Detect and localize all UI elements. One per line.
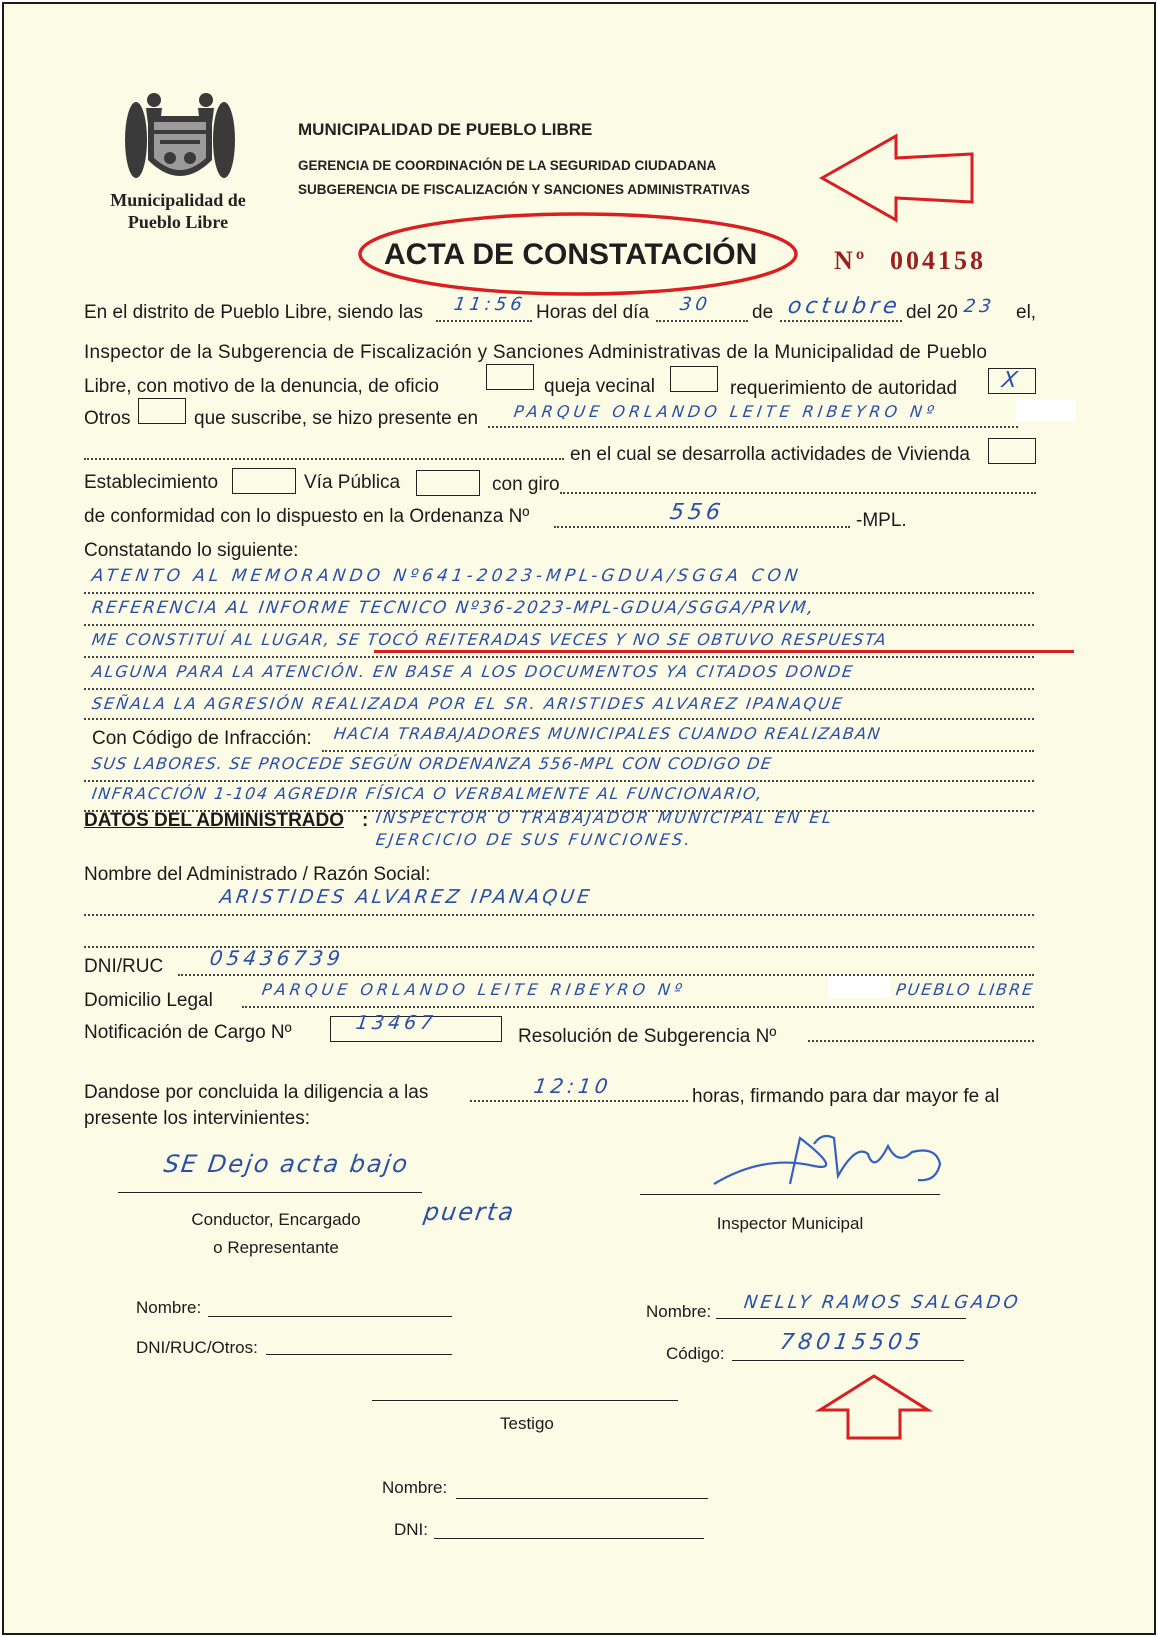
handwritten-note-line1: SE Dejo acta bajo <box>162 1150 412 1178</box>
redaction-block <box>1016 400 1076 422</box>
datos-administrado-title: DATOS DEL ADMINISTRADO <box>84 810 345 831</box>
codigo-line-2: SUS LABORES. SE PROCEDE SEGÚN ORDENANZA 556-MPL CON CODIGO DE <box>90 754 774 773</box>
logo-caption-line2: Pueblo Libre <box>127 212 229 232</box>
closing-text-a: Dandose por concluida la diligencia a las <box>84 1082 429 1103</box>
p4-text-b: que suscribe, se hizo presente en <box>194 408 479 429</box>
p1-text-a: En el distrito de Pueblo Libre, siendo las <box>84 302 424 323</box>
administrado-name-label: Nombre del Administrado / Razón Social: <box>84 864 431 885</box>
municipal-coat-of-arms-icon <box>122 88 238 192</box>
p6-text-b: Vía Pública <box>304 472 401 493</box>
testigo-label: Testigo <box>500 1414 554 1433</box>
resolucion-label: Resolución de Subgerencia Nº <box>518 1026 777 1047</box>
codigo-line-5: EJERCICIO DE SUS FUNCIONES. <box>374 830 694 849</box>
conductor-label-line2: o Representante <box>213 1238 339 1257</box>
acta-document <box>2 2 1156 1635</box>
day-value: 30 <box>678 294 713 315</box>
number-label: Nº <box>834 246 868 275</box>
hour-value: 11:56 <box>452 294 528 315</box>
codigo-line-1: HACIA TRABAJADORES MUNICIPALES CUANDO REALIZABAN <box>332 724 883 743</box>
municipality-name: MUNICIPALIDAD DE PUEBLO LIBRE <box>298 120 593 139</box>
oficio-checkbox[interactable] <box>486 364 534 390</box>
p2-text: Inspector de la Subgerencia de Fiscalización y Sanciones Administrativas de la Municipalidad de Pueblo <box>84 342 988 363</box>
address-value: PARQUE ORLANDO LEITE RIBEYRO Nº <box>512 402 940 421</box>
inspector-signature-icon <box>704 1124 954 1194</box>
closing-time-value: 12:10 <box>532 1074 614 1098</box>
observation-line-4: ALGUNA PARA LA ATENCIÓN. EN BASE A LOS DOCUMENTOS YA CITADOS DONDE <box>90 662 856 681</box>
domicilio-value: PARQUE ORLANDO LEITE RIBEYRO Nº <box>260 980 688 999</box>
domicilio-label: Domicilio Legal <box>84 990 213 1011</box>
logo-caption-line1: Municipalidad de <box>110 190 246 210</box>
right-nombre-label: Nombre: <box>646 1302 712 1321</box>
otros-checkbox[interactable] <box>138 398 186 424</box>
observation-line-1: ATENTO AL MEMORANDO Nº641-2023-MPL-GDUA/SGGA CON <box>90 566 803 586</box>
testigo-dni-label: DNI: <box>394 1520 428 1539</box>
administrado-name-value: ARISTIDES ALVAREZ IPANAQUE <box>218 886 594 908</box>
closing-text-b: horas, firmando para dar mayor fe al <box>692 1086 1000 1107</box>
p7-text-b: -MPL. <box>856 510 907 531</box>
queja-vecinal-checkbox[interactable] <box>670 366 718 392</box>
codigo-line-3: INFRACCIÓN 1-104 AGREDIR FÍSICA O VERBALMENTE AL FUNCIONARIO, <box>90 784 765 803</box>
inspector-label: Inspector Municipal <box>716 1214 864 1233</box>
via-publica-checkbox[interactable] <box>416 470 480 496</box>
redaction-block-2 <box>828 976 890 998</box>
constatando-label: Constatando lo siguiente: <box>84 540 299 561</box>
p6-text-a: Establecimiento <box>84 472 219 493</box>
conductor-label-line1: Conductor, Encargado <box>191 1210 361 1229</box>
right-codigo-label: Código: <box>666 1344 725 1363</box>
left-arrow-annotation-icon <box>818 132 978 224</box>
document-title: ACTA DE CONSTATACIÓN <box>384 238 758 271</box>
testigo-nombre-label: Nombre: <box>382 1478 448 1497</box>
codigo-infraccion-label: Con Código de Infracción: <box>92 728 312 749</box>
p1-text-e: el, <box>1016 302 1037 323</box>
p3-text-a: Libre, con motivo de la denuncia, de oficio <box>84 376 439 397</box>
p4-text-a: Otros <box>84 408 131 429</box>
notificacion-value: 13467 <box>354 1012 438 1034</box>
datos-administrado-colon: : <box>362 810 369 831</box>
left-nombre-label: Nombre: <box>136 1298 202 1317</box>
dni-ruc-value: 05436739 <box>208 946 346 970</box>
right-nombre-value: NELLY RAMOS SALGADO <box>742 1292 1023 1313</box>
subgerencia-name: SUBGERENCIA DE FISCALIZACIÓN Y SANCIONES ADMINISTRATIVAS <box>298 182 750 197</box>
handwritten-note-line2: puerta <box>422 1198 518 1226</box>
p6-text-c: con giro <box>492 474 560 495</box>
dni-ruc-label: DNI/RUC <box>84 956 164 977</box>
codigo-line-4: INSPECTOR O TRABAJADOR MUNICIPAL EN EL <box>374 808 835 827</box>
vivienda-checkbox[interactable] <box>988 438 1036 464</box>
domicilio-district: PUEBLO LIBRE <box>894 980 1036 999</box>
gerencia-name: GERENCIA DE COORDINACIÓN DE LA SEGURIDAD CIUDADANA <box>298 158 717 173</box>
year-value: 23 <box>962 296 997 317</box>
observation-line-3: ME CONSTITUÍ AL LUGAR, SE TOCÓ REITERADAS VECES Y NO SE OBTUVO RESPUESTA <box>90 630 889 649</box>
ordinance-value: 556 <box>668 500 726 525</box>
establecimiento-checkbox[interactable] <box>232 468 296 494</box>
p1-text-c: de <box>752 302 774 323</box>
observation-line-2: REFERENCIA AL INFORME TECNICO Nº36-2023-MPL-GDUA/SGGA/PRVM, <box>90 598 817 618</box>
left-dni-label: DNI/RUC/Otros: <box>136 1338 258 1357</box>
closing-text-line2: presente los intervinientes: <box>84 1108 311 1129</box>
month-value: octubre <box>786 294 903 319</box>
notificacion-label: Notificación de Cargo Nº <box>84 1022 292 1043</box>
right-codigo-value: 78015505 <box>778 1330 926 1355</box>
observation-line-5: SEÑALA LA AGRESIÓN REALIZADA POR EL SR. ARISTIDES ALVAREZ IPANAQUE <box>90 694 846 713</box>
p7-text-a: de conformidad con lo dispuesto en la Ordenanza Nº <box>84 506 530 527</box>
requerimiento-mark: X <box>1000 368 1019 393</box>
red-underline-annotation <box>374 650 1074 653</box>
serial-number: 004158 <box>890 246 986 275</box>
p3-text-c: requerimiento de autoridad <box>730 378 958 399</box>
p1-text-d: del 20 <box>906 302 958 323</box>
p3-text-b: queja vecinal <box>544 376 655 397</box>
p5-text: en el cual se desarrolla actividades de Vivienda <box>570 444 970 465</box>
up-arrow-annotation-icon <box>814 1372 934 1442</box>
p1-text-b: Horas del día <box>536 302 650 323</box>
